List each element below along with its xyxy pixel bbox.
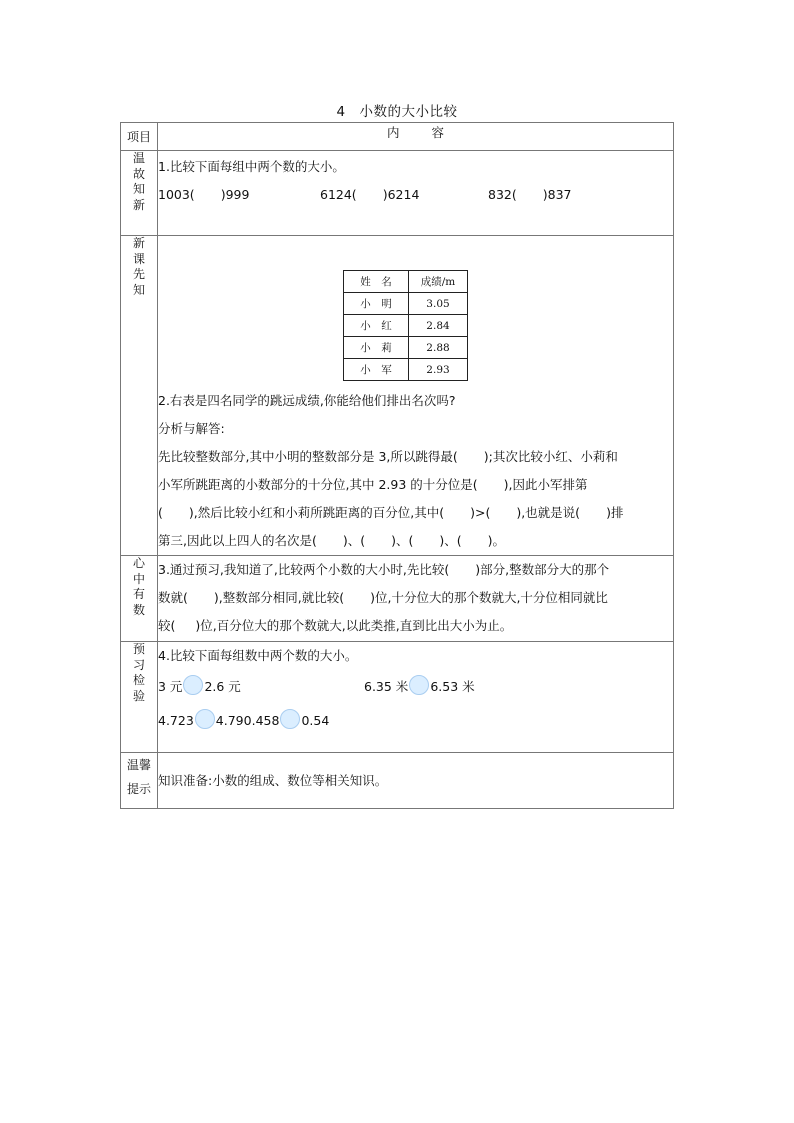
mind-label xyxy=(121,556,158,642)
new-lesson-content xyxy=(158,236,674,556)
new-lesson-row xyxy=(121,236,674,556)
header-label-text: 项目 xyxy=(126,130,151,144)
student-score: 2.84 xyxy=(409,315,468,337)
analysis-line xyxy=(158,527,673,555)
label-char: 有 xyxy=(132,587,145,601)
score-row xyxy=(344,315,468,337)
student-score: 2.88 xyxy=(409,337,468,359)
student-score: 3.05 xyxy=(409,293,468,315)
label-char: 预 xyxy=(132,642,145,656)
student-name: 小 军 xyxy=(344,359,409,381)
label-char: 提示 xyxy=(126,782,151,796)
text: )、( xyxy=(342,533,366,548)
new-lesson-label xyxy=(121,236,158,556)
header-content-left: 内 xyxy=(386,125,400,140)
label-char: 心 xyxy=(132,556,145,570)
compare-item xyxy=(158,670,241,704)
text: );其次比较小红、小莉和 xyxy=(483,449,618,464)
compare-right: )6214 xyxy=(382,187,420,202)
score-row xyxy=(344,337,468,359)
analysis-line xyxy=(158,471,673,499)
question-2: 2.右表是四名同学的跳远成绩,你能给他们排出名次吗? xyxy=(158,393,456,408)
tips-text: 知识准备:小数的组成、数位等相关知识。 xyxy=(158,772,388,788)
question-1: 1.比较下面每组中两个数的大小。 xyxy=(158,159,345,174)
label-char: 知 xyxy=(132,282,145,297)
student-score: 2.93 xyxy=(409,359,468,381)
compare-item xyxy=(320,181,419,209)
lesson-number: 4 xyxy=(336,104,346,120)
compare-left: 1003( xyxy=(158,187,195,202)
score-row xyxy=(344,359,468,381)
score-header-name: 姓 名 xyxy=(344,271,409,293)
label-char: 知 xyxy=(132,182,145,196)
label-char: 课 xyxy=(132,251,145,266)
label-char: 故 xyxy=(132,166,145,181)
label-char: 中 xyxy=(132,571,145,586)
mind-line xyxy=(158,584,673,612)
label-char: 习 xyxy=(132,657,145,672)
student-name: 小 明 xyxy=(344,293,409,315)
student-name: 小 红 xyxy=(344,315,409,337)
text: 先比较整数部分,其中小明的整数部分是 3,所以跳得最( xyxy=(158,449,458,464)
compare-right: )999 xyxy=(220,187,250,202)
text: )、( xyxy=(391,533,414,548)
header-content-right: 容 xyxy=(431,125,445,140)
review-row xyxy=(121,151,674,236)
analysis-line xyxy=(158,443,673,471)
compare-item xyxy=(364,670,475,704)
score-table xyxy=(343,270,468,381)
label-char: 数 xyxy=(132,602,145,617)
compare-row xyxy=(158,181,673,209)
text: )位,十分位大的那个数就大,十分位相同就比 xyxy=(370,590,608,605)
compare-item xyxy=(158,713,244,728)
text: )排 xyxy=(606,505,624,520)
text: ),因此小军排第 xyxy=(503,477,588,492)
mind-content xyxy=(158,556,674,642)
text: ),也就是说( xyxy=(516,505,581,520)
mind-row xyxy=(121,556,674,642)
review-label xyxy=(121,151,158,236)
compare-left: 0.458 xyxy=(243,713,280,728)
student-name: 小 莉 xyxy=(344,337,409,359)
score-table-header xyxy=(344,271,468,293)
text: 数就( xyxy=(158,590,188,605)
header-content xyxy=(158,123,674,151)
header-label xyxy=(121,123,158,151)
answer-circle[interactable] xyxy=(409,675,429,695)
header-row xyxy=(121,123,674,151)
text: ),整数部分相同,就比较( xyxy=(213,590,345,605)
text: ( xyxy=(158,505,163,520)
worksheet-table xyxy=(120,122,674,809)
lesson-title: 小数的大小比较 xyxy=(359,104,458,120)
preview-row xyxy=(121,642,674,753)
text: )位,百分位大的那个数就大,以此类推,直到比出大小为止。 xyxy=(195,618,513,633)
analysis-label: 分析与解答: xyxy=(158,421,225,436)
compare-left: 6124( xyxy=(320,187,357,202)
preview-compare-row xyxy=(158,704,673,738)
score-row xyxy=(344,293,468,315)
compare-right: 2.6 元 xyxy=(204,679,241,694)
compare-right: 4.79 xyxy=(215,713,244,728)
compare-right: )837 xyxy=(542,187,572,202)
compare-item xyxy=(488,181,572,209)
page-title xyxy=(0,100,794,120)
preview-compare-row xyxy=(158,670,673,704)
text: 3.通过预习,我知道了,比较两个小数的大小时,先比较( xyxy=(158,562,450,577)
compare-left: 3 元 xyxy=(158,679,183,694)
score-header-score: 成绩/m xyxy=(409,271,468,293)
text: 小军所跳距离的小数部分的十分位,其中 2.93 的十分位是( xyxy=(158,477,478,492)
compare-right: 6.53 米 xyxy=(430,679,475,694)
question-4: 4.比较下面每组数中两个数的大小。 xyxy=(158,648,358,663)
label-char: 验 xyxy=(132,688,145,703)
answer-circle[interactable] xyxy=(195,709,215,729)
label-char: 温 xyxy=(132,151,145,165)
compare-left: 4.723 xyxy=(158,713,194,728)
text: ),然后比较小红和小莉所跳距离的百分位,其中( xyxy=(188,505,445,520)
mind-line xyxy=(158,612,673,640)
label-char: 先 xyxy=(132,267,145,281)
label-char: 温馨 xyxy=(126,758,151,772)
text: )。 xyxy=(487,533,506,548)
compare-item xyxy=(158,181,249,209)
tips-label xyxy=(121,753,158,809)
preview-content xyxy=(158,642,674,753)
text: 第三,因此以上四人的名次是( xyxy=(158,533,317,548)
review-content xyxy=(158,151,674,236)
answer-circle[interactable] xyxy=(280,709,300,729)
label-char: 检 xyxy=(132,673,145,687)
tips-row xyxy=(121,753,674,809)
compare-right: 0.54 xyxy=(301,713,330,728)
text: )>( xyxy=(470,505,491,520)
text: )、( xyxy=(439,533,462,548)
tips-content xyxy=(158,753,674,809)
answer-circle[interactable] xyxy=(183,675,203,695)
label-char: 新 xyxy=(132,197,145,212)
text: 较( xyxy=(158,618,176,633)
mind-line xyxy=(158,556,673,584)
text: )部分,整数部分大的那个 xyxy=(475,562,610,577)
preview-label xyxy=(121,642,158,753)
label-char: 新 xyxy=(132,236,145,250)
compare-item xyxy=(244,713,330,728)
analysis-line xyxy=(158,499,673,527)
compare-left: 6.35 米 xyxy=(364,679,409,694)
compare-left: 832( xyxy=(488,187,517,202)
